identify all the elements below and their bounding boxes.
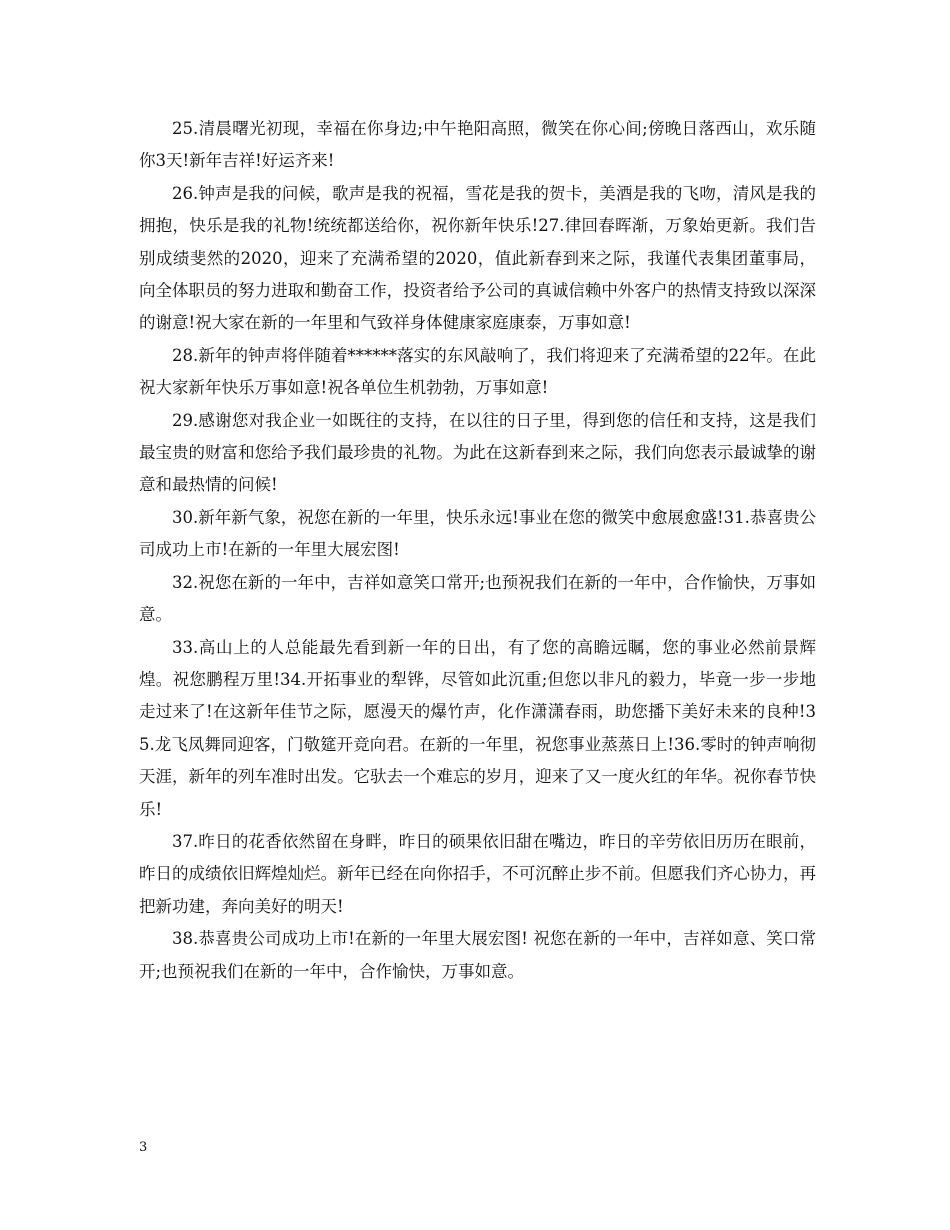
paragraph-26-27: 26.钟声是我的问候，歌声是我的祝福，雪花是我的贺卡，美酒是我的飞吻，清风是我的拥抱，快乐是我的礼物!统统都送给你，祝你新年快乐!27.律回春晖渐，万象始更新。我们告别成绩斐然的2020，迎来了充满希望的2020，值此新春到来之际，我谨代表集团董事局，向全体职员的努力进取和勤奋工作，投资者给予公司的真诚信赖中外客户的热情支持致以深深的谢意!祝大家在新的一年里和气致祥身体健康家庭康泰，万事如意! bbox=[139, 183, 816, 333]
paragraph-37: 37.昨日的花香依然留在身畔，昨日的硕果依旧甜在嘴边，昨日的辛劳依旧历历在眼前，昨日的成绩依旧辉煌灿烂。新年已经在向你招手，不可沉醉止步不前。但愿我们齐心协力，再把新功建，奔向美好的明天! bbox=[139, 831, 816, 916]
paragraph-30-31: 30.新年新气象，祝您在新的一年里，快乐永远!事业在您的微笑中愈展愈盛!31.恭喜贵公司成功上市!在新的一年里大展宏图! bbox=[139, 507, 816, 560]
paragraph-32: 32.祝您在新的一年中，吉祥如意笑口常开;也预祝我们在新的一年中，合作愉快，万事如意。 bbox=[139, 572, 816, 625]
paragraph-25: 25.清晨曙光初现，幸福在你身边;中午艳阳高照，微笑在你心间;傍晚日落西山，欢乐随你3天!新年吉祥!好运齐来! bbox=[139, 119, 816, 171]
paragraph-28: 28.新年的钟声将伴随着******落实的东风敲响了，我们将迎来了充满希望的22年。在此祝大家新年快乐万事如意!祝各单位生机勃勃，万事如意! bbox=[139, 345, 816, 398]
paragraph-33-36: 33.高山上的人总能最先看到新一年的日出，有了您的高瞻远瞩，您的事业必然前景辉煌。祝您鹏程万里!34.开拓事业的犁铧，尽管如此沉重;但您以非凡的毅力，毕竟一步一步地走过来了!在这新年佳节之际，愿漫天的爆竹声，化作潇潇春雨，助您播下美好未来的良种!35.龙飞凤舞同迎客，门敬筵开竞向君。在新的一年里，祝您事业蒸蒸日上!36.零时的钟声响彻天涯，新年的列车准时出发。它驮去一个难忘的岁月，迎来了又一度火红的年华。祝你春节快乐! bbox=[139, 637, 816, 819]
paragraph-29: 29.感谢您对我企业一如既往的支持，在以往的日子里，得到您的信任和支持，这是我们最宝贵的财富和您给予我们最珍贵的礼物。为此在这新春到来之际，我们向您表示最诚挚的谢意和最热情的问候! bbox=[139, 410, 816, 495]
page-number: 3 bbox=[139, 1140, 148, 1155]
paragraph-38: 38.恭喜贵公司成功上市!在新的一年里大展宏图! 祝您在新的一年中，吉祥如意、笑口常开;也预祝我们在新的一年中，合作愉快，万事如意。 bbox=[139, 929, 816, 981]
page-body bbox=[139, 113, 816, 988]
